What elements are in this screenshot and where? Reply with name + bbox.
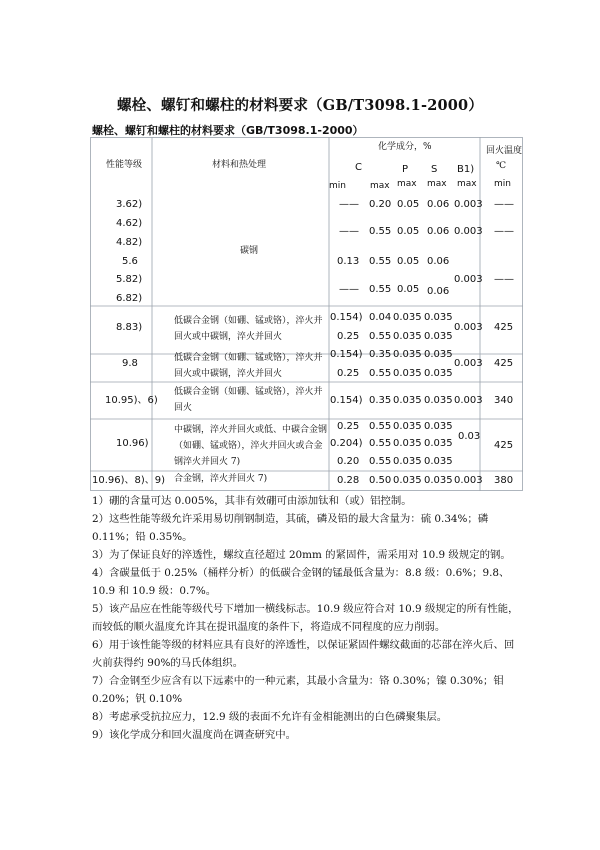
header-b-max: max bbox=[457, 179, 477, 189]
cell-c-max: 0.55 bbox=[369, 368, 392, 379]
grade-cell: 10.96) bbox=[116, 438, 149, 449]
cell-temper: 340 bbox=[494, 395, 514, 406]
cell-c-min: 0.28 bbox=[337, 475, 360, 486]
cell-p: 0.05 bbox=[397, 284, 420, 295]
grade-cell: 5.82) bbox=[116, 274, 143, 285]
cell-p: 0.035 bbox=[393, 312, 422, 323]
cell-s: 0.035 bbox=[424, 475, 453, 486]
header-chem: 化学成分，% bbox=[378, 142, 432, 152]
materials-table bbox=[90, 137, 523, 491]
cell-c-max: 0.55 bbox=[369, 421, 392, 432]
cell-b: 0.003 bbox=[454, 199, 483, 210]
cell-c-min: 0.13 bbox=[337, 256, 360, 267]
cell-c-max: 0.50 bbox=[369, 475, 392, 486]
cell-p: 0.035 bbox=[393, 395, 422, 406]
cell-p: 0.035 bbox=[393, 438, 422, 449]
footnote: 9）该化学成分和回火温度尚在调查研究中。 bbox=[92, 729, 297, 741]
footnote: 6）用于该性能等级的材料应具有良好的淬透性，以保证紧固件螺纹截面的芯部在淬火后、回火前获得约 90%的马氏体组织。 bbox=[92, 639, 515, 669]
cell-c-min: —— bbox=[339, 284, 359, 295]
cell-b: 0.03 bbox=[458, 431, 481, 442]
header-grade: 性能等级 bbox=[106, 160, 143, 170]
cell-temper: —— bbox=[494, 274, 514, 285]
cell-p: 0.035 bbox=[393, 421, 422, 432]
material-cell: 中碳钢，淬火并回火或低、中碳合金钢 （如硼、锰或铬），淬火并回火或合金 钢淬火并回火 7) bbox=[174, 425, 328, 467]
footnote: 5）该产品应在性能等级代号下增加一横线标志。10.9 级应符合对 10.9 级规定的所有性能，而较低的顺火温度允许其在提讯温度的条件下，将造成不同程度的应力削弱。 bbox=[92, 603, 519, 633]
header-temper: 回火温度 bbox=[486, 146, 523, 156]
header-p-max: max bbox=[397, 179, 417, 189]
grade-cell: 9.8 bbox=[122, 358, 138, 369]
cell-b: 0.003 bbox=[454, 274, 483, 285]
footnotes bbox=[92, 490, 522, 744]
grade-cell: 6.82) bbox=[116, 293, 143, 304]
cell-c-max: 0.55 bbox=[369, 456, 392, 467]
cell-s: 0.035 bbox=[424, 312, 453, 323]
cell-c-max: 0.55 bbox=[369, 438, 392, 449]
table-caption: 螺栓、螺钉和螺柱的材料要求（GB/T3098.1-2000） bbox=[92, 124, 364, 137]
cell-c-max: 0.55 bbox=[369, 226, 392, 237]
cell-s: 0.035 bbox=[424, 438, 453, 449]
cell-c-max: 0.55 bbox=[369, 331, 392, 342]
cell-p: 0.05 bbox=[397, 226, 420, 237]
cell-s: 0.035 bbox=[424, 395, 453, 406]
cell-s: 0.035 bbox=[424, 456, 453, 467]
grade-cell: 10.96)、8)、9) bbox=[92, 475, 166, 486]
material-carbon: 碳钢 bbox=[240, 246, 259, 256]
footnote: 8）考虑承受抗拉应力，12.9 级的表面不允许有金相能测出的白色磷聚集层。 bbox=[92, 711, 448, 723]
cell-temper: 425 bbox=[494, 440, 514, 451]
footnote: 2）这些性能等级允许采用易切削钢制造，其硫，磷及铅的最大含量为：硫 0.34%；磷 0.11%；铅 0.35%。 bbox=[92, 513, 489, 543]
cell-b: 0.003 bbox=[454, 475, 483, 486]
header-b: B1) bbox=[457, 164, 475, 175]
cell-c-max: 0.55 bbox=[369, 284, 392, 295]
cell-s: 0.035 bbox=[424, 349, 453, 360]
page-title: 螺栓、螺钉和螺柱的材料要求（GB/T3098.1-2000） bbox=[116, 97, 484, 114]
cell-c-min: —— bbox=[339, 226, 359, 237]
cell-temper: 425 bbox=[494, 358, 514, 369]
cell-temper: —— bbox=[494, 199, 514, 210]
header-temper-unit: ℃ bbox=[496, 161, 507, 171]
cell-s: 0.035 bbox=[424, 368, 453, 379]
cell-s: 0.035 bbox=[424, 331, 453, 342]
cell-c-max: 0.35 bbox=[369, 395, 392, 406]
grade-cell: 4.82) bbox=[116, 237, 143, 248]
cell-c-min: 0.20 bbox=[337, 456, 360, 467]
cell-c-max: 0.55 bbox=[369, 256, 392, 267]
cell-b: 0.003 bbox=[454, 358, 483, 369]
cell-p: 0.05 bbox=[397, 199, 420, 210]
cell-p: 0.035 bbox=[393, 349, 422, 360]
cell-temper: 425 bbox=[494, 322, 514, 333]
cell-c-min: 0.25 bbox=[337, 421, 360, 432]
header-s: S bbox=[431, 164, 438, 175]
cell-c-min: —— bbox=[339, 199, 359, 210]
cell-c-min: 0.154) bbox=[330, 312, 363, 323]
cell-c-min: 0.25 bbox=[337, 331, 360, 342]
cell-p: 0.05 bbox=[397, 256, 420, 267]
cell-c-min: 0.25 bbox=[337, 368, 360, 379]
material-cell: 低碳合金钢（如硼、锰或铬），淬火并 回火 bbox=[174, 387, 323, 413]
cell-c-max: 0.04 bbox=[369, 312, 392, 323]
header-material: 材料和热处理 bbox=[212, 160, 267, 170]
cell-c-min: 0.204) bbox=[330, 438, 363, 449]
header-c-min: min bbox=[329, 181, 346, 191]
header-c-max: max bbox=[370, 181, 390, 191]
cell-b: 0.003 bbox=[454, 322, 483, 333]
cell-s: 0.06 bbox=[427, 226, 450, 237]
footnote: 1）硼的含量可达 0.005%，其非有效硼可由添加钛和（或）铝控制。 bbox=[92, 495, 412, 507]
cell-temper: —— bbox=[494, 226, 514, 237]
material-cell: 低碳合金钢（如硼、锰或铬），淬火并 回火或中碳钢，淬火并回火 bbox=[174, 353, 323, 379]
cell-p: 0.035 bbox=[393, 456, 422, 467]
grade-cell: 8.83) bbox=[116, 322, 143, 333]
header-temper-min: min bbox=[494, 179, 511, 189]
cell-p: 0.035 bbox=[393, 475, 422, 486]
footnote: 4）含碳量低于 0.25%（桶样分析）的低碳合金钢的锰最低含量为：8.8 级：0.6%；9.8、10.9 和 10.9 级：0.7%。 bbox=[92, 567, 510, 597]
cell-s: 0.06 bbox=[427, 199, 450, 210]
cell-b: 0.003 bbox=[454, 226, 483, 237]
cell-p: 0.035 bbox=[393, 368, 422, 379]
footnote: 7）合金钢至少应含有以下远素中的一种元素，其最小含量为：铬 0.30%；镍 0.30%；钼 0.20%；钒 0.10% bbox=[92, 675, 504, 705]
header-s-max: max bbox=[427, 179, 447, 189]
material-cell: 合金钢，淬火并回火 7) bbox=[174, 474, 268, 484]
grade-cell: 5.6 bbox=[122, 256, 138, 267]
cell-s: 0.035 bbox=[424, 421, 453, 432]
grade-cell: 4.62) bbox=[116, 218, 143, 229]
cell-temper: 380 bbox=[494, 475, 514, 486]
cell-c-min: 0.154) bbox=[330, 349, 363, 360]
cell-p: 0.035 bbox=[393, 331, 422, 342]
cell-c-max: 0.35 bbox=[369, 349, 392, 360]
header-p: P bbox=[402, 164, 409, 175]
cell-s: 0.06 bbox=[427, 256, 450, 267]
cell-c-max: 0.20 bbox=[369, 199, 392, 210]
cell-b: 0.003 bbox=[454, 395, 483, 406]
cell-s: 0.06 bbox=[427, 286, 450, 297]
material-cell: 低碳合金钢（如硼、锰或铬），淬火并 回火或中碳钢，淬火并回火 bbox=[174, 316, 323, 342]
cell-c-min: 0.154) bbox=[330, 395, 363, 406]
grade-cell: 3.62) bbox=[116, 199, 143, 210]
grade-cell: 10.95)、6) bbox=[105, 395, 158, 406]
footnote: 3）为了保证良好的淬透性，螺纹直径超过 20mm 的紧固件，需采用对 10.9 级规定的钢。 bbox=[92, 549, 511, 561]
header-c: C bbox=[355, 162, 362, 173]
